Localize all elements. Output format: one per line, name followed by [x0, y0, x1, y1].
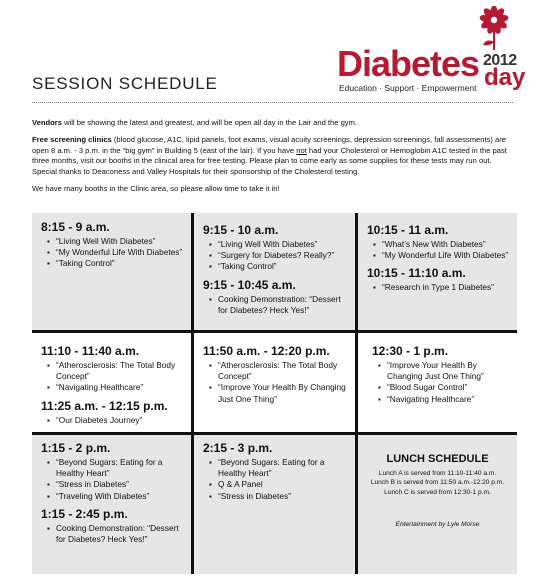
logo-wordmark: Diabetes	[337, 43, 480, 84]
session-time: 11:10 - 11:40 a.m.	[41, 344, 140, 358]
schedule-cell	[194, 213, 355, 330]
session-title: ▪ “Atherosclerosis: The Total Body Concept”	[47, 360, 187, 382]
session-title: ▪ Cooking Demonstration: “Dessert for Diabetes? Heck Yes!”	[47, 523, 187, 545]
session-list	[372, 360, 513, 405]
dotted-divider	[32, 102, 513, 103]
session-title: ▪ “My Wonderful Life With Diabetes”	[47, 247, 187, 258]
session-time: 9:15 - 10 a.m.	[203, 223, 279, 237]
session-list	[41, 415, 187, 426]
schedule-cell	[32, 435, 191, 574]
session-title: ▪ “Navigating Healthcare”	[378, 394, 513, 405]
session-list	[203, 457, 351, 502]
session-title: ▪ “Stress in Diabetes”	[209, 491, 351, 502]
session-time: 1:15 - 2:45 p.m.	[41, 506, 128, 521]
intro-text	[32, 118, 516, 201]
session-title: ▪ “Navigating Healthcare”	[47, 382, 187, 393]
session-title: ▪ “Stress in Diabetes”	[47, 479, 187, 490]
lunch-line: Lunch B is served from 11:50 a.m.-12:20 p.m.	[370, 479, 505, 487]
session-title: ▪ “Beyond Sugars: Eating for a Healthy Heart”	[47, 457, 187, 479]
screening-not: not	[296, 145, 307, 155]
session-title: ▪ “Surgery for Diabetes? Really?”	[209, 250, 351, 261]
schedule-cell	[32, 333, 191, 432]
session-title: ▪ “Blood Sugar Control”	[378, 382, 513, 393]
session-title: ▪ “Living Well With Diabetes”	[209, 239, 351, 250]
screening-text-2: had your Cholesterol or Hemoglobin A1C tested in the past three months, visit our booths in the clinical area for free testing. Please plan to come early as some supplies for these tests may run out. Special thanks to Deaconess and Valley Hospitals for their sponsorship of the Cholesterol testing.	[32, 145, 507, 176]
session-title: ▪ “Taking Control”	[47, 258, 187, 269]
session-title: ▪ “Atherosclerosis: The Total Body Concept”	[209, 360, 351, 382]
session-list	[367, 239, 513, 261]
lunch-schedule	[358, 435, 517, 574]
session-title: ▪ “What’s New With Diabetes”	[373, 239, 513, 250]
session-time: 11:25 a.m. - 12:15 p.m.	[41, 398, 168, 413]
lunch-line: Lunch A is served from 11:10-11:40 a.m.	[378, 470, 497, 477]
session-list	[41, 457, 187, 502]
session-title: ▪ “Living Well With Diabetes”	[47, 236, 187, 247]
session-title: ▪ “Our Diabetes Journey”	[47, 415, 187, 426]
session-time: 2:15 - 3 p.m.	[203, 441, 273, 455]
screening-paragraph	[32, 135, 516, 177]
session-title: ▪ “Traveling With Diabetes”	[47, 491, 187, 502]
booths-paragraph: We have many booths in the Clinic area, so please allow time to take it in!	[32, 184, 280, 194]
schedule-cell	[194, 435, 355, 574]
lunch-title: LUNCH SCHEDULE	[386, 453, 489, 465]
session-list	[203, 294, 351, 316]
session-list	[203, 239, 351, 273]
session-time: 8:15 - 9 a.m.	[41, 220, 110, 234]
session-time: 1:15 - 2 p.m.	[41, 441, 111, 455]
logo-day: day	[484, 64, 526, 91]
session-list	[41, 523, 187, 545]
session-time: 10:15 - 11:10 a.m.	[367, 266, 466, 281]
lunch-line: Lunch C is served from 12:30-1 p.m.	[384, 488, 491, 496]
entertainment-credit: Entertainment by Lyle Morse	[395, 521, 480, 529]
vendors-text: will be showing the latest and greatest, and will be open all day in the Lair and the gym.	[61, 118, 358, 127]
screening-label: Free screening clinics	[32, 135, 112, 145]
screening-text-1: (blood glucose, A1C, lipid panels, foot exams, visual acuity screenings, depression screenings, fall assessments) are open 8 a.m. - 3 p.m. in the “big gym” in Building 5 (east of the lair). If you have	[32, 135, 507, 155]
session-list	[203, 360, 351, 405]
session-list	[41, 360, 187, 394]
session-title: ▪ “Beyond Sugars: Eating for a Healthy Heart”	[209, 457, 351, 479]
session-title: ▪ Cooking Demonstration: “Dessert for Diabetes? Heck Yes!”	[209, 294, 351, 316]
schedule-grid	[32, 213, 517, 574]
diabetes-day-logo	[337, 6, 527, 106]
session-title: ▪ “Taking Control”	[209, 261, 351, 272]
page-title: SESSION SCHEDULE	[32, 74, 218, 93]
session-title: ▪ “Research in Type 1 Diabetes”	[373, 282, 513, 293]
session-time: 10:15 - 11 a.m.	[367, 223, 449, 237]
session-title: ▪ “Improve Your Health By Changing Just One Thing”	[209, 382, 351, 404]
session-time: 11:50 a.m. - 12:20 p.m.	[203, 344, 330, 358]
logo-year: 2012	[483, 52, 517, 69]
schedule-cell	[32, 213, 191, 330]
vendors-paragraph	[32, 118, 516, 128]
session-list	[41, 236, 187, 270]
schedule-cell	[194, 333, 355, 432]
vendors-label: Vendors	[32, 118, 62, 127]
logo-tagline: Education · Support · Empowerment	[339, 83, 477, 93]
session-title: ▪ “My Wonderful Life With Diabetes”	[373, 250, 513, 261]
session-title: ▪ Q & A Panel	[209, 479, 351, 490]
session-time: 9:15 - 10:45 a.m.	[203, 277, 296, 292]
session-list	[367, 282, 513, 293]
session-title: ▪ “Improve Your Health By Changing Just One Thing”	[378, 360, 513, 382]
schedule-cell	[358, 333, 517, 432]
session-time: 12:30 - 1 p.m.	[372, 344, 449, 358]
schedule-cell	[358, 213, 517, 330]
